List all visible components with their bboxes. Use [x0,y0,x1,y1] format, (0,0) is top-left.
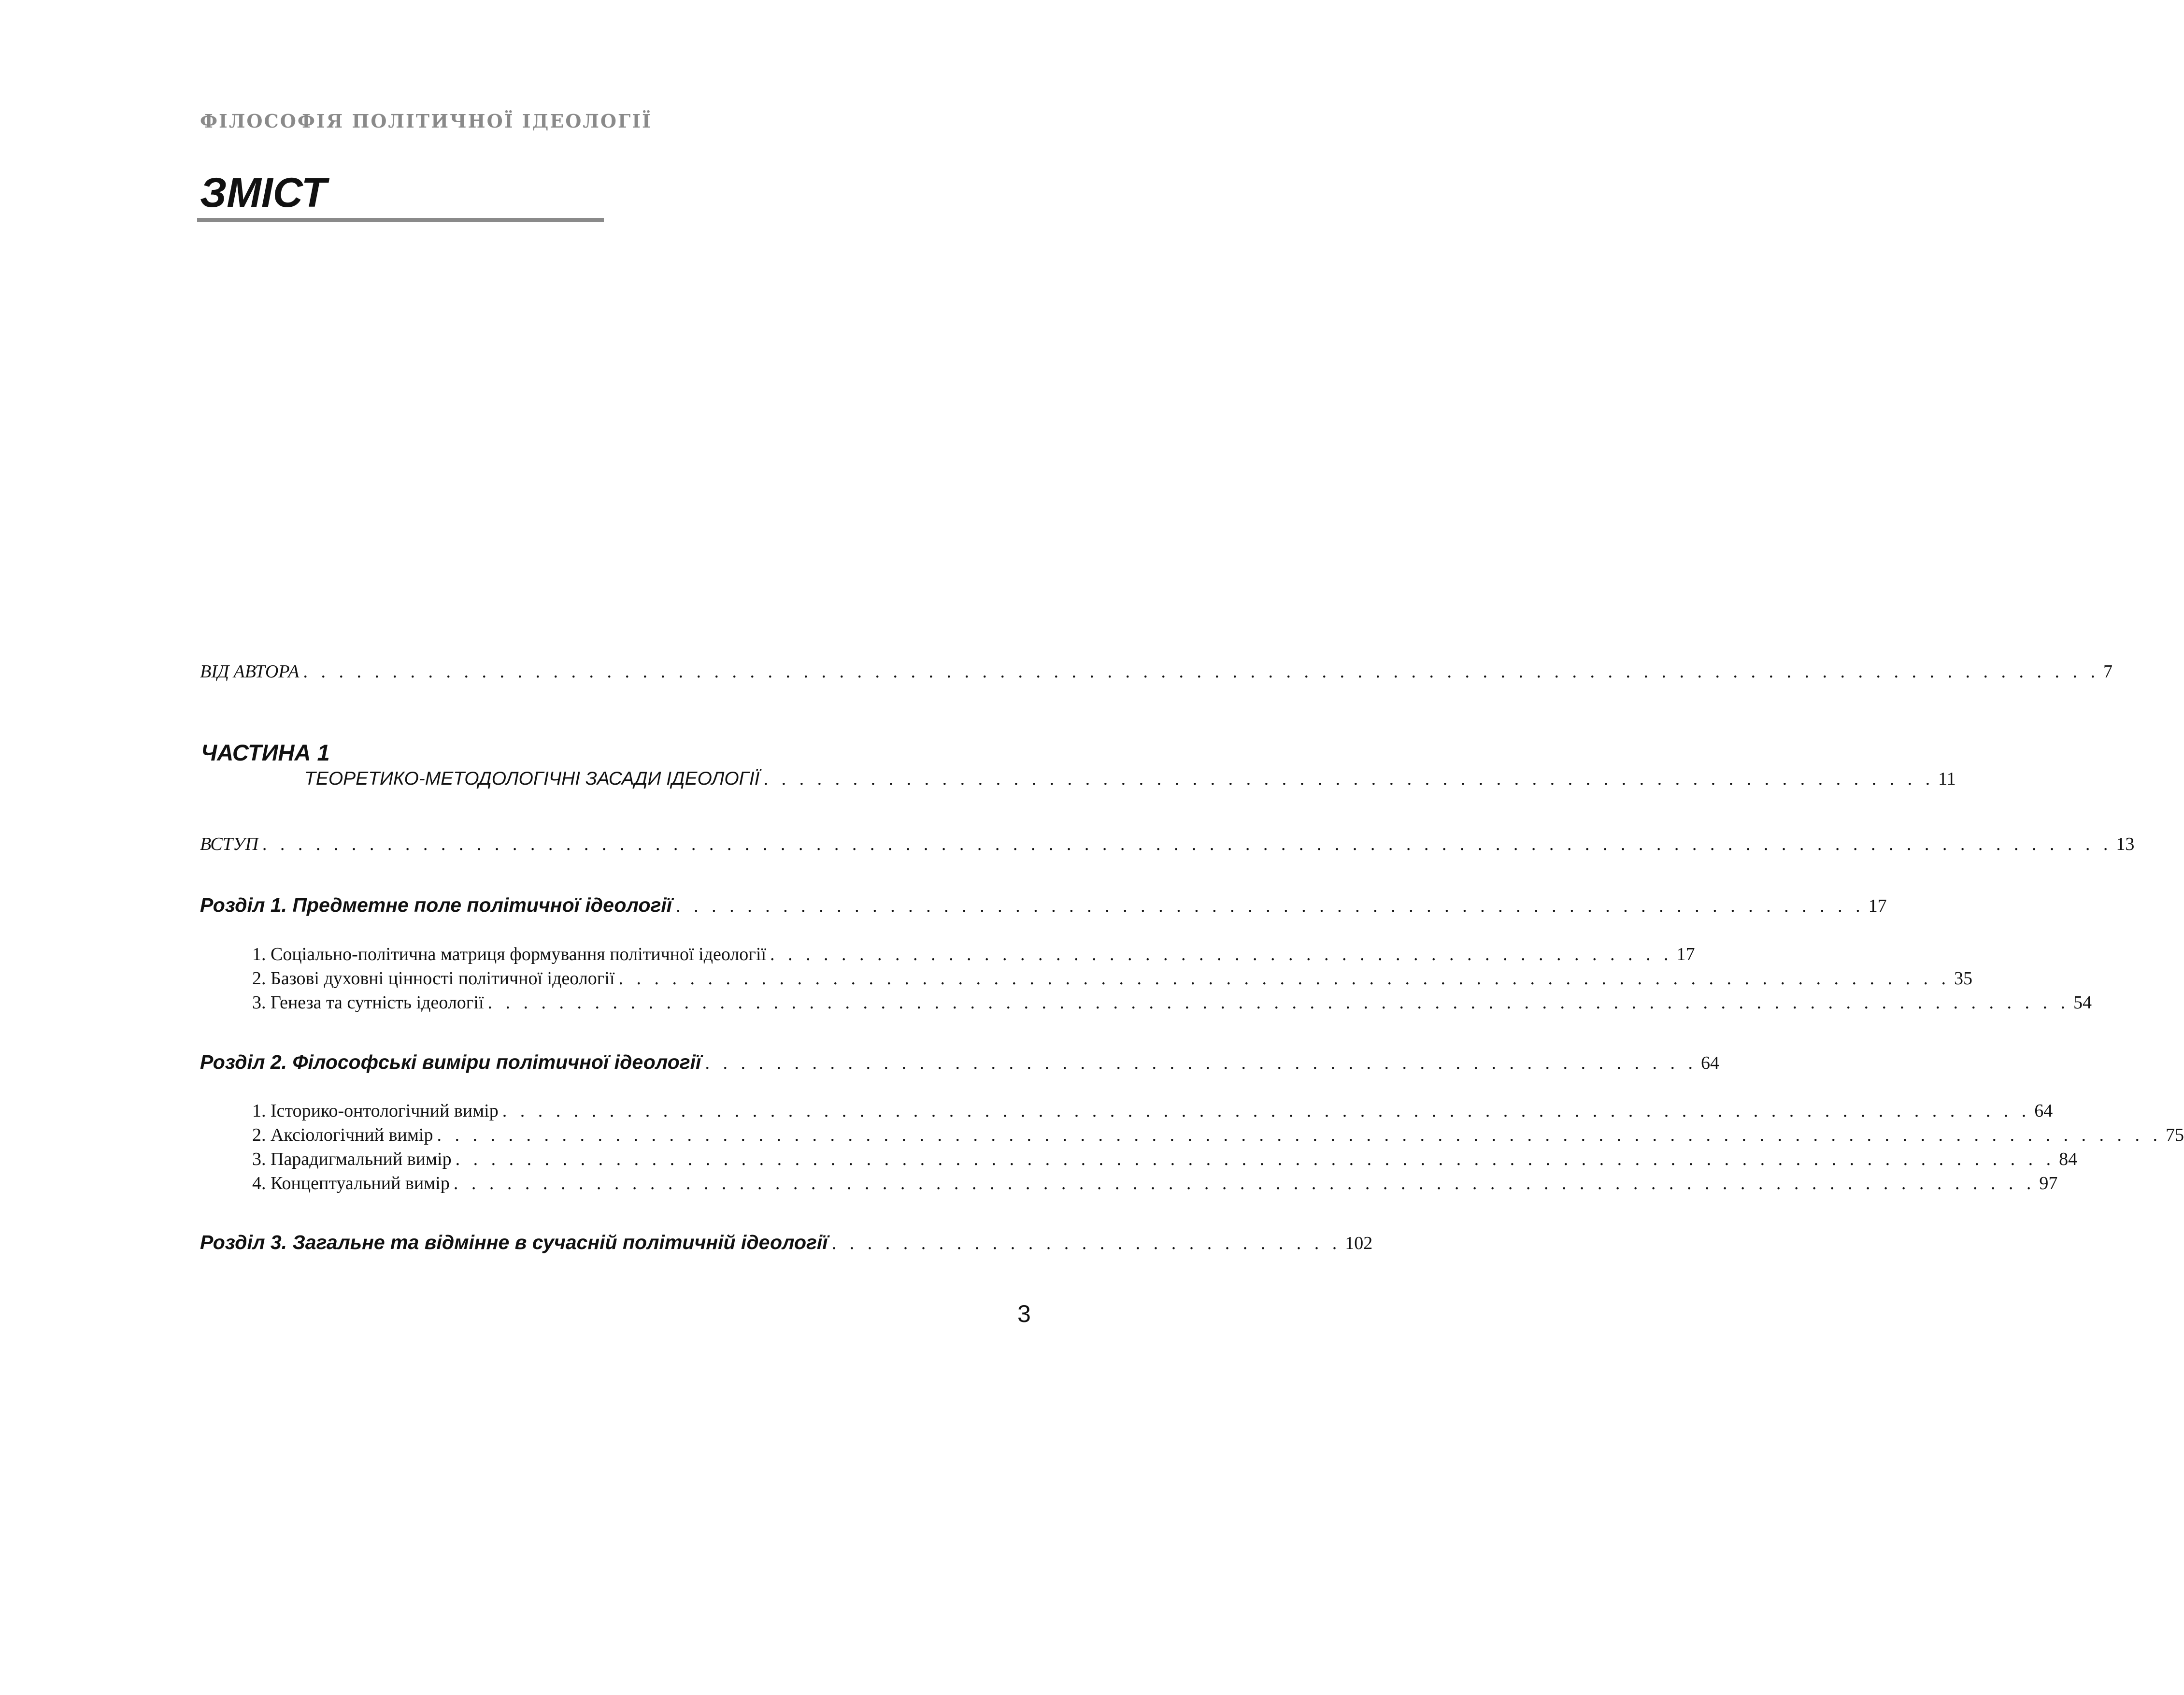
toc-entry-chapter1[interactable] [200,894,1887,917]
toc-entry-page: 97 [2039,1173,2058,1193]
toc-subentry[interactable] [252,1149,2078,1170]
leader-dots: . . . . . . . . . . . . . . . . . . . . . . . . . . . . . . . . . . . . . . . . . . . . . . . . . . . . . . . . . . . . . . . . . . . . . . . . . . . . . . . . . . . . . . . . . . . . . . . . . [437,1125,2162,1145]
toc-subentry[interactable] [252,944,1695,965]
part-title: ЧАСТИНА 1 [201,740,330,765]
toc-entry-label: 1. Історико-онтологічний вимір [252,1101,499,1121]
toc-entry-from-author[interactable] [200,661,2113,682]
toc-entry-page: 54 [2073,992,2092,1013]
leader-dots: . . . . . . . . . . . . . . . . . . . . . . . . . . . . . . . . . . . . . . . . . . . . . . . . . . . . . . . . . . . . . . . . . . . [676,896,1865,916]
toc-entry-page: 7 [2103,661,2113,682]
toc-entry-label: 3. Генеза та сутність ідеології [252,992,484,1013]
leader-dots: . . . . . . . . . . . . . . . . . . . . . . . . . . . . . . . . . . . . . . . . . . . . . . . . . . . . . . . . . . . . . . . . . . [763,769,1935,789]
leader-dots: . . . . . . . . . . . . . . . . . . . . . . . . . . . . . . . . . . . . . . . . . . . . . . . . . . . . . . . . . . . . . . . . . . . . . . . . . . . . . . . . . . . . . . . . . . . . . . . . . . . . . . . . [262,834,2113,854]
leader-dots: . . . . . . . . . . . . . . . . . . . . . . . . . . . . . . . . . . . . . . . . . . . . . . . . . . . . . . . . . . . . . . . . . . . . . . . . . . . . . . . . . . . . . . . . . . . . . . . . . . . . . [303,661,2099,682]
toc-entry-label: Розділ 3. Загальне та відмінне в сучасній політичній ідеології [200,1231,828,1253]
toc-entry-page: 17 [1676,944,1695,964]
toc-entry-label: Розділ 2. Філософські виміри політичної ідеології [200,1051,701,1073]
toc-entry-label: 3. Парадигмальний вимір [252,1149,452,1169]
leader-dots: . . . . . . . . . . . . . . . . . . . . . . . . . . . . . [831,1233,1342,1253]
page-number: 3 [1017,1300,1031,1327]
toc-entry-label: 2. Базові духовні цінності політичної ідеології [252,968,615,989]
toc-entry-page: 84 [2059,1149,2078,1169]
title-rule [197,218,604,222]
toc-entry-label: Розділ 1. Предметне поле політичної ідеології [200,894,672,916]
leader-dots: . . . . . . . . . . . . . . . . . . . . . . . . . . . . . . . . . . . . . . . . . . . . . . . . . . . [770,944,1673,964]
leader-dots: . . . . . . . . . . . . . . . . . . . . . . . . . . . . . . . . . . . . . . . . . . . . . . . . . . . . . . . . . . . . . . . . . . . . . . . . . . . . . . . . . . . . . . . . . [453,1173,2036,1193]
toc-subentry[interactable] [252,992,2092,1013]
toc-entry-chapter3[interactable] [200,1231,1373,1254]
toc-entry-chapter2[interactable] [200,1051,1719,1074]
toc-entry-label: ТЕОРЕТИКО-МЕТОДОЛОГІЧНІ ЗАСАДИ ІДЕОЛОГІЇ [304,768,760,789]
toc-entry-label: ВСТУП [200,834,258,854]
toc-entry-label: ВІД АВТОРА [200,661,300,682]
leader-dots: . . . . . . . . . . . . . . . . . . . . . . . . . . . . . . . . . . . . . . . . . . . . . . . . . . . . . . . . . . . . . . . . . . . . . . . . . . . . . . . . . . . . . . [502,1101,2031,1121]
toc-entry-part1[interactable] [304,768,1956,790]
toc-entry-page: 13 [2116,834,2135,854]
toc-entry-intro[interactable] [200,833,2135,855]
toc-subentry[interactable] [252,968,1972,989]
leader-dots: . . . . . . . . . . . . . . . . . . . . . . . . . . . . . . . . . . . . . . . . . . . . . . . . . . . . . . . . [705,1053,1697,1073]
leader-dots: . . . . . . . . . . . . . . . . . . . . . . . . . . . . . . . . . . . . . . . . . . . . . . . . . . . . . . . . . . . . . . . . . . . . . . . . . . . . . . . . . . . . . . . . . . [455,1149,2056,1169]
toc-subentry[interactable] [252,1124,2184,1146]
leader-dots: . . . . . . . . . . . . . . . . . . . . . . . . . . . . . . . . . . . . . . . . . . . . . . . . . . . . . . . . . . . . . . . . . . . . . . . . . . . . . . . . . . . . . . . . . [487,992,2070,1013]
toc-subentry[interactable] [252,1173,2058,1194]
toc-entry-page: 64 [2034,1101,2053,1121]
toc-subentry[interactable] [252,1100,2053,1121]
toc-entry-label: 1. Соціально-політична матриця формування політичної ідеології [252,944,766,964]
toc-title: ЗМІСТ [200,170,327,216]
toc-entry-page: 17 [1868,896,1887,916]
running-head: ФІЛОСОФІЯ ПОЛІТИЧНОЇ ІДЕОЛОГІЇ [200,110,652,132]
toc-entry-page: 75 [2166,1125,2184,1145]
toc-entry-page: 64 [1700,1053,1719,1073]
leader-dots: . . . . . . . . . . . . . . . . . . . . . . . . . . . . . . . . . . . . . . . . . . . . . . . . . . . . . . . . . . . . . . . . . . . . . . . . . . . [618,968,1950,989]
toc-entry-label: 4. Концептуальний вимір [252,1173,450,1193]
toc-entry-page: 102 [1345,1233,1373,1253]
toc-entry-page: 11 [1938,769,1956,789]
toc-entry-page: 35 [1954,968,1972,989]
toc-entry-label: 2. Аксіологічний вимір [252,1125,433,1145]
